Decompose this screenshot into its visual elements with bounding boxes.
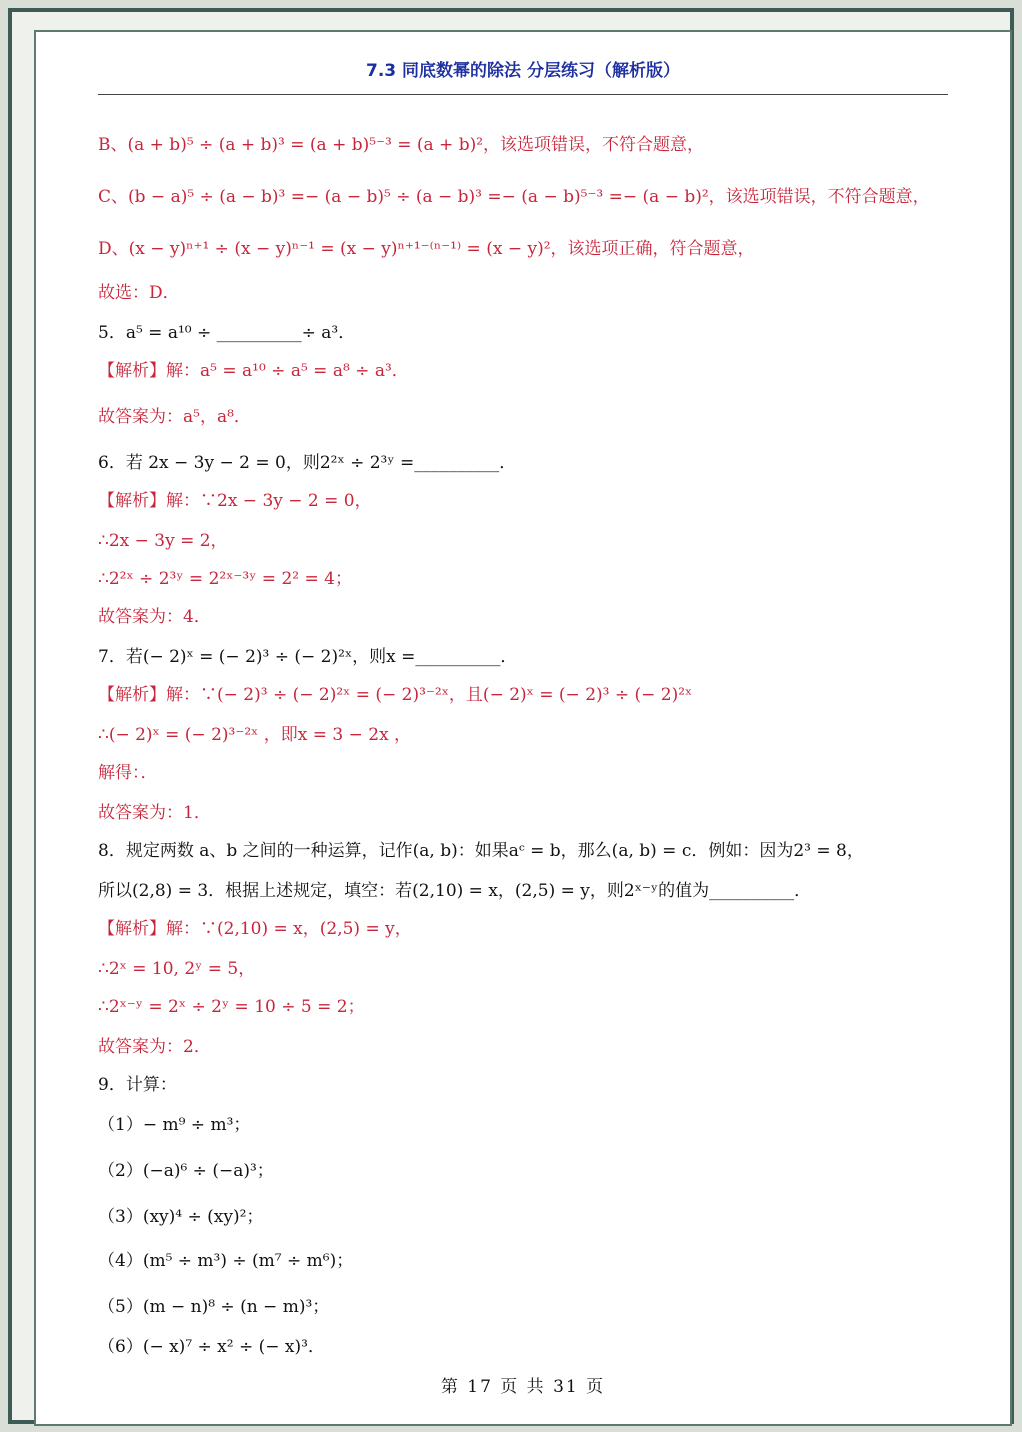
- page-frame: [8, 8, 1014, 1424]
- solution-line: 故答案为：2．: [98, 1037, 211, 1057]
- question-line: （4）(m⁵ ÷ m³) ÷ (m⁷ ÷ m⁶)；: [98, 1251, 354, 1271]
- question-line: 7．若(− 2)ˣ = (− 2)³ ÷ (− 2)²ˣ，则x =__________．: [98, 647, 518, 667]
- question-line: 6．若 2x − 3y − 2 = 0，则2²ˣ ÷ 2³ʸ =__________．: [98, 453, 517, 473]
- solution-line: ∴2ˣ⁻ʸ = 2ˣ ÷ 2ʸ = 10 ÷ 5 = 2；: [98, 997, 365, 1017]
- question-line: 9．计算：: [98, 1075, 177, 1095]
- solution-line: 故答案为：a⁵，a⁸．: [98, 407, 251, 427]
- solution-line: 故答案为：1．: [98, 803, 211, 823]
- question-line: （2）(−a)⁶ ÷ (−a)³；: [98, 1161, 274, 1181]
- document-page: [34, 30, 1012, 1426]
- solution-line: ∴2x − 3y = 2，: [98, 531, 228, 551]
- question-line: （6）(− x)⁷ ÷ x² ÷ (− x)³．: [98, 1337, 325, 1357]
- question-line: 8．规定两数 a、b 之间的一种运算，记作(a, b)：如果aᶜ = b，那么(a, b) = c．例如：因为2³ = 8，: [98, 841, 864, 861]
- header-divider: [98, 94, 948, 95]
- solution-line: 【解析】解：∵(2,10) = x，(2,5) = y，: [98, 919, 412, 939]
- solution-line: B、(a + b)⁵ ÷ (a + b)³ = (a + b)⁵⁻³ = (a + b)²，该选项错误，不符合题意，: [98, 135, 705, 155]
- solution-line: C、(b − a)⁵ ÷ (a − b)³ =− (a − b)⁵ ÷ (a − b)³ =− (a − b)⁵⁻³ =− (a − b)²，该选项错误，不符合题意，: [98, 187, 930, 207]
- question-line: （1）− m⁹ ÷ m³；: [98, 1115, 251, 1135]
- question-line: 所以(2,8) = 3．根据上述规定，填空：若(2,10) = x，(2,5) = y，则2ˣ⁻ʸ的值为__________．: [98, 881, 812, 901]
- solution-line: ∴(− 2)ˣ = (− 2)³⁻²ˣ ，即x = 3 − 2x ，: [98, 725, 412, 745]
- solution-line: 故答案为：4．: [98, 607, 211, 627]
- solution-line: 故选：D．: [98, 283, 180, 303]
- question-line: （5）(m − n)⁸ ÷ (n − m)³；: [98, 1297, 330, 1317]
- question-line: 5．a⁵ = a¹⁰ ÷ __________÷ a³．: [98, 323, 356, 343]
- solution-line: D、(x − y)ⁿ⁺¹ ÷ (x − y)ⁿ⁻¹ = (x − y)ⁿ⁺¹⁻⁽ⁿ⁻¹⁾ = (x − y)²，该选项正确，符合题意，: [98, 239, 755, 259]
- solution-line: 【解析】解：∵2x − 3y − 2 = 0，: [98, 491, 372, 511]
- solution-line: ∴2²ˣ ÷ 2³ʸ = 2²ˣ⁻³ʸ = 2² = 4；: [98, 569, 352, 589]
- solution-line: 【解析】解：∵(− 2)³ ÷ (− 2)²ˣ = (− 2)³⁻²ˣ，且(− 2)ˣ = (− 2)³ ÷ (− 2)²ˣ: [98, 685, 693, 705]
- solution-line: 解得：．: [98, 763, 158, 783]
- page-header-title: 7.3 同底数幂的除法 分层练习（解析版）: [366, 61, 680, 81]
- page-footer: 第 17 页 共 31 页: [440, 1377, 606, 1397]
- solution-line: 【解析】解：a⁵ = a¹⁰ ÷ a⁵ = a⁸ ÷ a³．: [98, 361, 409, 381]
- solution-line: ∴2ˣ = 10, 2ʸ = 5，: [98, 959, 256, 979]
- question-line: （3）(xy)⁴ ÷ (xy)²；: [98, 1207, 264, 1227]
